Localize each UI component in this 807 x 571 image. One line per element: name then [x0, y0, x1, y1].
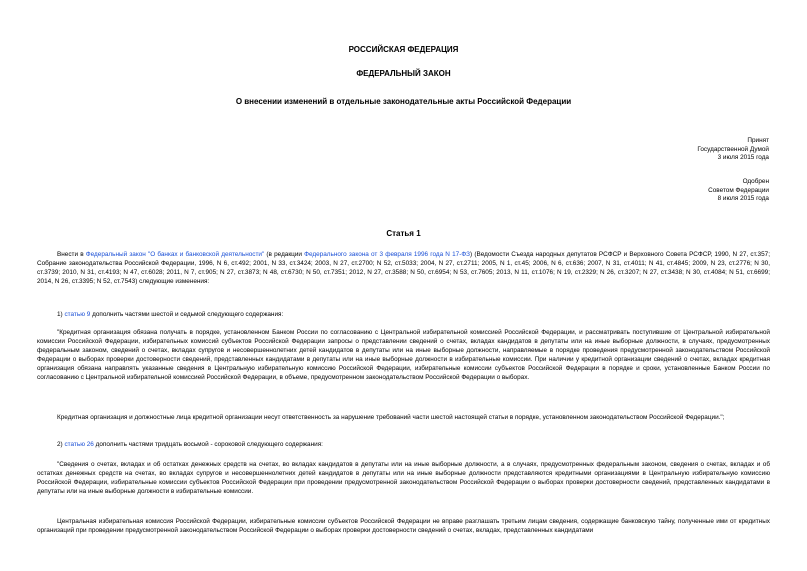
accepted-body: Государственной Думой [697, 145, 769, 153]
accepted-date: 3 июля 2015 года [717, 154, 769, 162]
accepted-label: Принят [747, 137, 769, 144]
paragraph-item-1 [37, 311, 770, 320]
paragraph-quote-article-26: "Сведения о счетах, вкладах и об остатках денежных средств на счетах, во вкладах кандидатов в депутаты или на иные выборные должности, а в случаях, предусмотренных федеральным законом, сведения о счетах, вкладах и об остатках денежных средств на счетах, во вкладах супругов и несовершеннолетних детей кандидатов в депутаты или на иные выборные должности представляются кредитными организациями в Центральную избирательную комиссию Российской Федерации, избирательные комиссии субъектов Российской Федерации при проведении предусмотренной законодательством Российской Федерации о выборах проверки достоверности сведений, представленных кандидатами в депутаты или на иные выборные должности в избирательные комиссии. [37, 461, 770, 495]
paragraph-item-2 [37, 441, 770, 450]
country-heading: РОССИЙСКАЯ ФЕДЕРАЦИЯ [348, 45, 459, 54]
paragraph-cec: Центральная избирательная комиссия Российской Федерации, избирательные комиссии субъектов Российской Федерации не вправе разглашать третьим лицам сведения, содержащие банковскую тайну, полученные ими от кредитных организаций при проведении предусмотренной законодательством Российской Федерации о выборах проверки достоверности сведений о счетах, вкладах, представленных кандидатами [37, 518, 770, 534]
adoption-block-council [708, 178, 769, 204]
law-title: О внесении изменений в отдельные законодательные акты Российской Федерации [235, 97, 572, 106]
approved-body: Советом Федерации [708, 186, 769, 194]
law-type-heading: ФЕДЕРАЛЬНЫЙ ЗАКОН [356, 69, 451, 78]
article-9-link[interactable]: статью 9 [64, 311, 91, 318]
article-heading: Статья 1 [386, 229, 421, 238]
approved-date: 8 июля 2015 года [717, 195, 769, 203]
text: (в редакции [264, 251, 305, 258]
text: ) (Ведомости Съезда народных депутатов РСФСР и Верховного Совета РСФСР, 1990, N 27, ст.357; Собрание законодательства Российской Федерации, 1996, N 6, ст.492; 2001, N 33, ст.3424; 2003, N 27, ст.2700; N 52, ст.5033; 2004, N 27, ст.2711; 2005, N 1, ст.45; 2006, N 6, ст.636; 2007, N 31, ст.4011; N 41, ст.4845; 2009, N 23, ст.2776; N 30, ст.3739; 2010, N 31, ст.4193; N 47, ст.6028; 2011, N 7, ст.905; N 27, ст.3873; N 48, ст.6730; N 50, ст.7351; 2012, N 27, ст.3588; N 50, ст.6954; N 53, ст.7605; 2013, N 11, ст.1076; N 19, ст.2329; N 26, ст.3207; N 27, ст.3438; N 30, ст.4084; N 51, ст.6699; 2014, N 26, ст.3395; N 52, ст.7543) следующие изменения: [37, 251, 770, 285]
text: 2) [57, 441, 65, 448]
paragraph-intro [37, 251, 770, 287]
paragraph-quote-article-9: "Кредитная организация обязана получать в порядке, установленном Банком России по согласованию с Центральной избирательной комиссией Российской Федерации, и рассматривать поступившие от Центральной избирательной комиссии Российской Федерации, избирательных комиссий субъектов Российской Федерации запросы о представлении сведений о счетах, вкладах кандидатов в депутаты или на иные выборные должности, в случаях, предусмотренных федеральным законом, сведений о счетах, вкладах супругов и несовершеннолетних детей кандидатов в депутаты или на иные выборные должности, направляемые в порядке проведения предусмотренной законодательством Российской Федерации о выборах проверки достоверности сведений, представленных кандидатами в депутаты или на иные выборные должности в избирательные комиссии. При наличии у кредитной организации сведений о счетах, вкладах кредитная организация обязана направлять указанные сведения в Центральную избирательную комиссию Российской Федерации, избирательные комиссии субъектов Российской Федерации в порядке и сроки, установленные Банком России по согласованию с Центральной избирательной комиссией Российской Федерации, в объеме, предусмотренном законодательством Российской Федерации о выборах. [37, 329, 770, 381]
text: дополнить частями шестой и седьмой следующего содержания: [90, 311, 284, 318]
law-link-banks[interactable]: Федеральный закон "О банках и банковской деятельности" [85, 251, 265, 258]
paragraph-responsibility: Кредитная организация и должностные лица кредитной организации несут ответственность за нарушение требований части шестой настоящей статьи в порядке, установленном законодательством Российской Федерации."; [57, 414, 725, 421]
article-26-link[interactable]: статью 26 [64, 441, 94, 448]
approved-label: Одобрен [742, 178, 769, 185]
text: дополнить частями тридцать восьмой - сороковой следующего содержания: [93, 441, 323, 448]
adoption-block-duma [697, 137, 769, 163]
text: 1) [57, 311, 65, 318]
law-link-17fz[interactable]: Федерального закона от 3 февраля 1996 года N 17-ФЗ [304, 251, 471, 258]
text: Внести в [57, 251, 86, 258]
